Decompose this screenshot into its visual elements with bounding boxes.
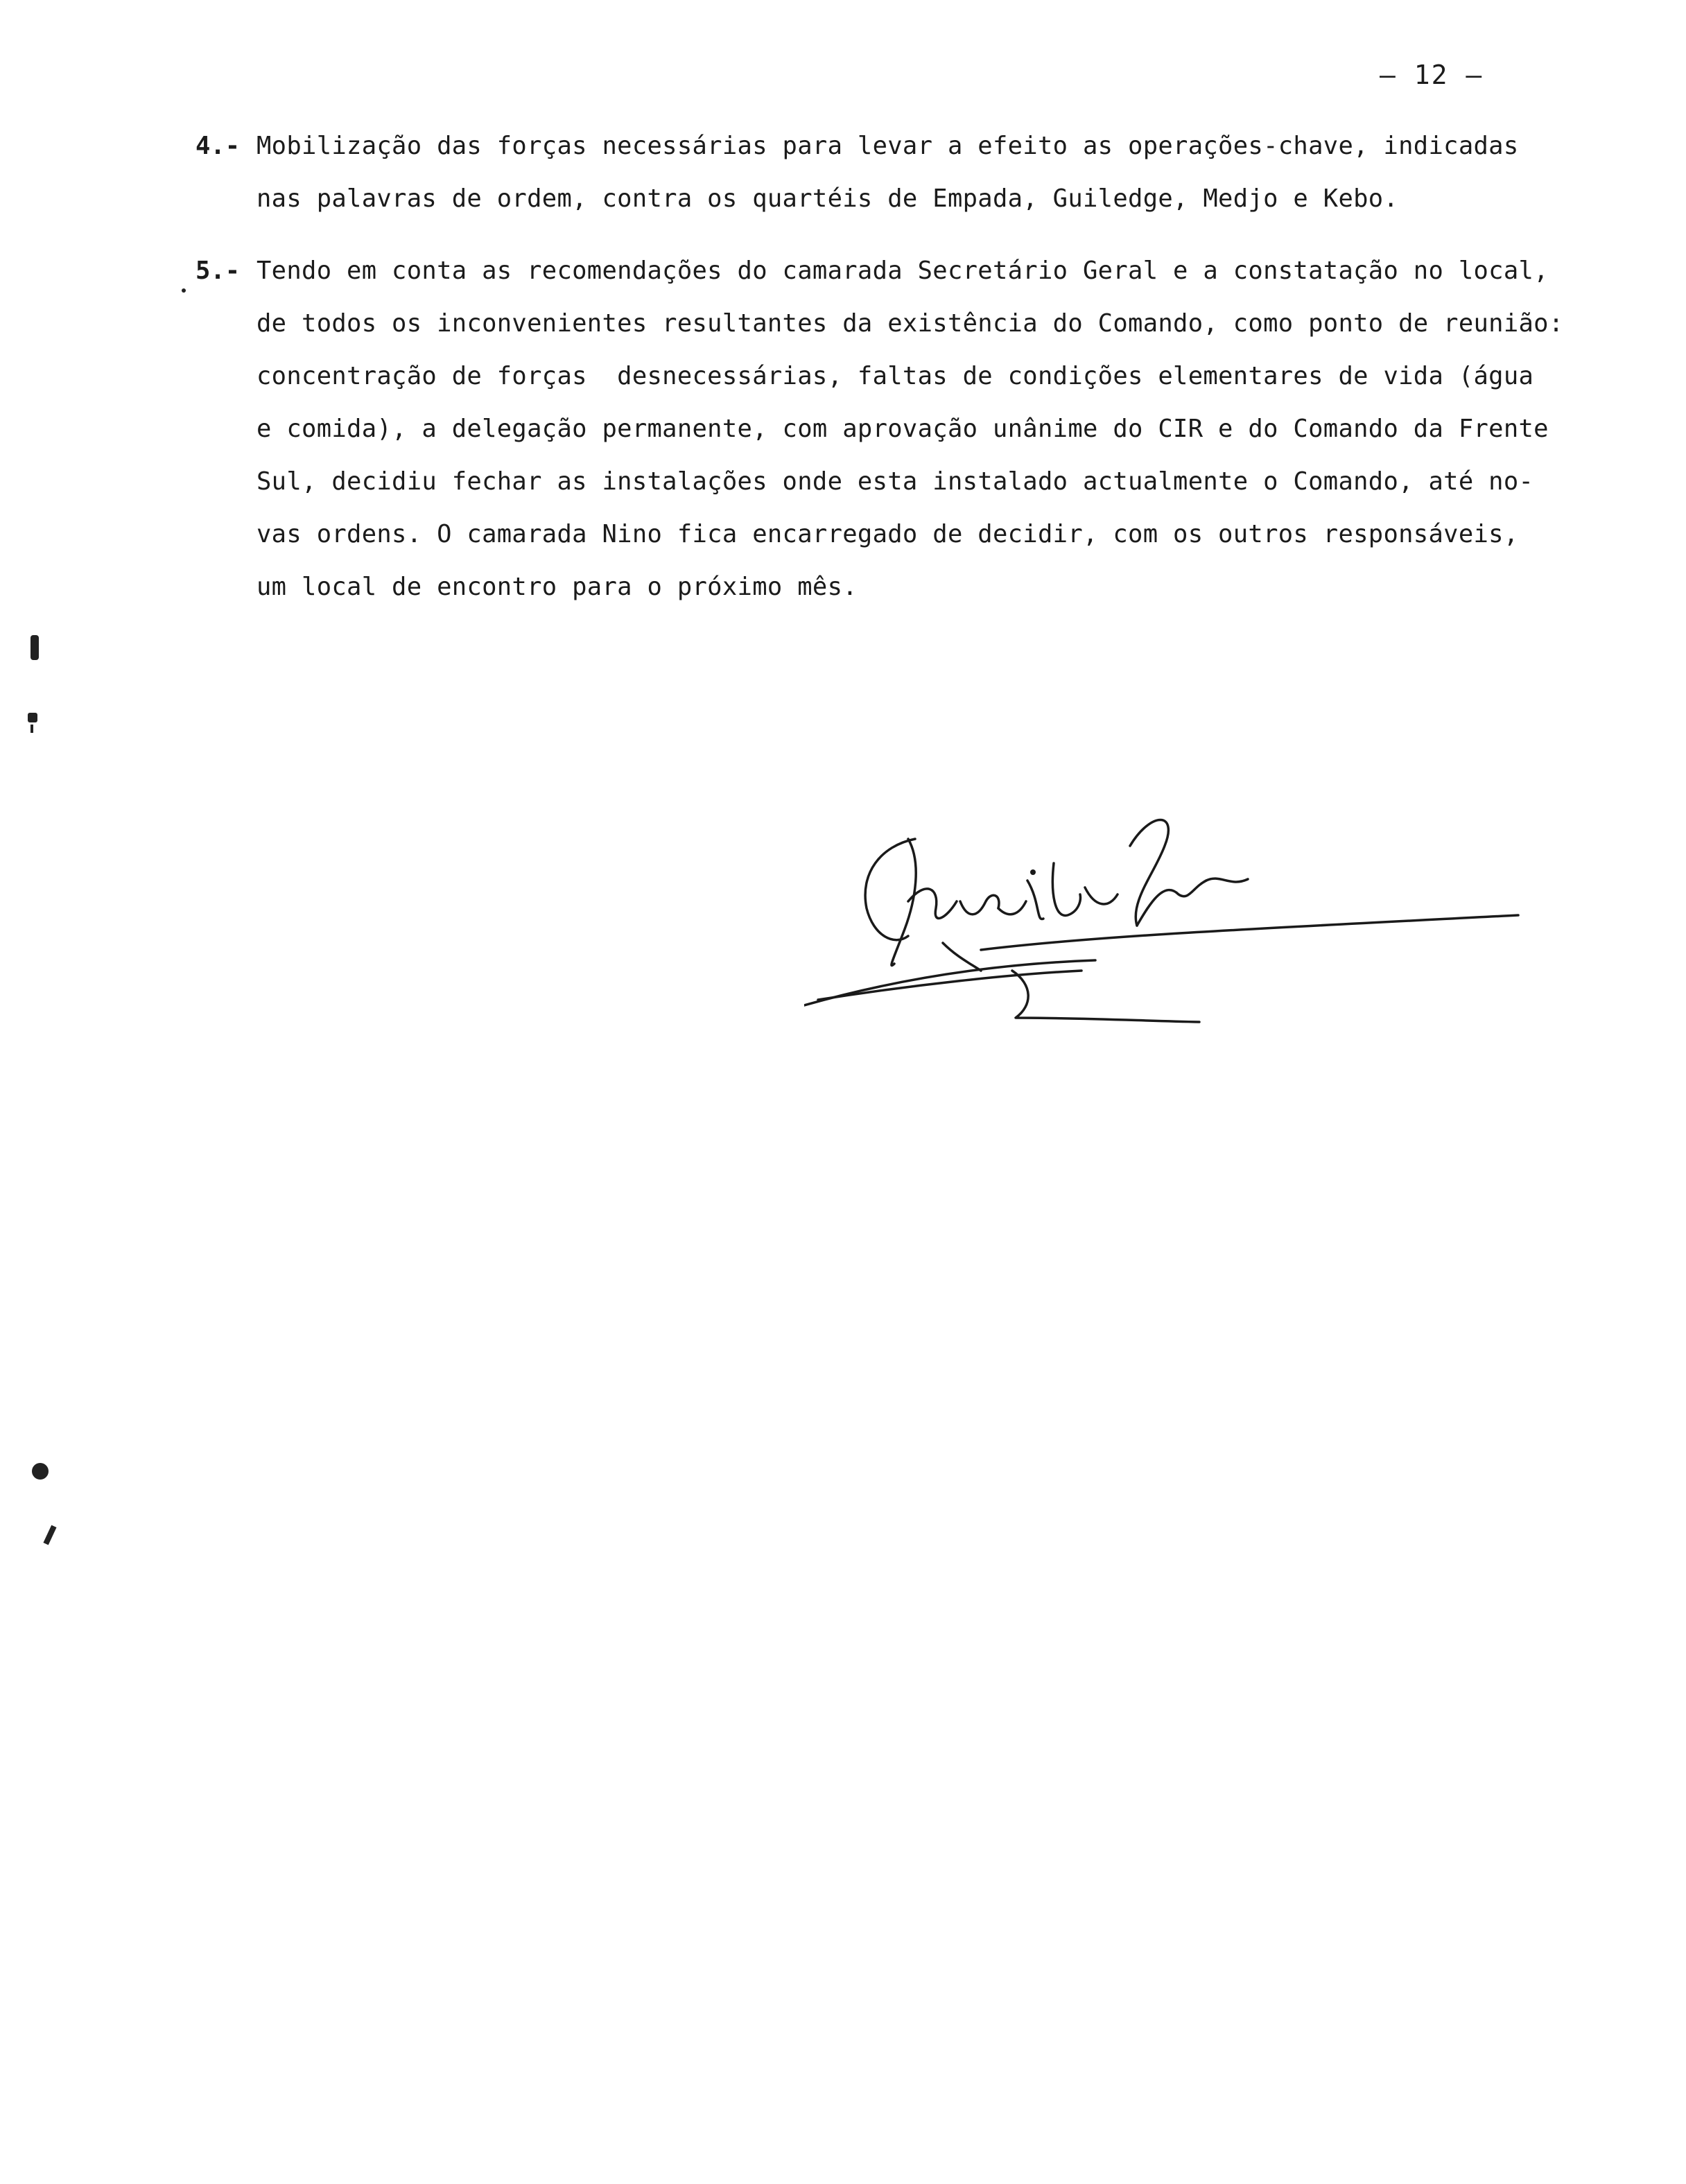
scan-speck <box>31 635 39 660</box>
paragraph-line: concentração de forças desnecessárias, faltas de condições elementares de vida (água <box>257 362 1534 390</box>
paragraph-line: e comida), a delegação permanente, com aprovação unânime do CIR e do Comando da Frente <box>257 415 1549 443</box>
scan-speck <box>32 1463 49 1480</box>
item-number: 4.- <box>195 132 241 160</box>
page-number: — 12 — <box>1380 60 1484 90</box>
paragraph-line: de todos os inconvenientes resultantes da existência do Comando, como ponto de reunião: <box>257 309 1564 338</box>
item-number: 5.- <box>195 257 241 285</box>
scan-speck <box>31 725 33 733</box>
scan-speck <box>43 1525 56 1545</box>
paragraph-line: Sul, decidiu fechar as instalações onde esta instalado actualmente o Comando, até no- <box>257 467 1534 496</box>
handwritten-signature <box>804 797 1525 1047</box>
scan-speck <box>182 288 186 293</box>
scan-speck <box>28 713 37 722</box>
paragraph-line: um local de encontro para o próximo mês. <box>257 573 858 601</box>
paragraph-line: nas palavras de ordem, contra os quartéis de Empada, Guiledge, Medjo e Kebo. <box>257 184 1399 213</box>
paragraph-line: Mobilização das forças necessárias para levar a efeito as operações-chave, indicadas <box>257 132 1519 160</box>
paragraph-line: vas ordens. O camarada Nino fica encarregado de decidir, com os outros responsáveis, <box>257 520 1519 548</box>
paragraph-line: Tendo em conta as recomendações do camarada Secretário Geral e a constatação no local, <box>257 257 1549 285</box>
